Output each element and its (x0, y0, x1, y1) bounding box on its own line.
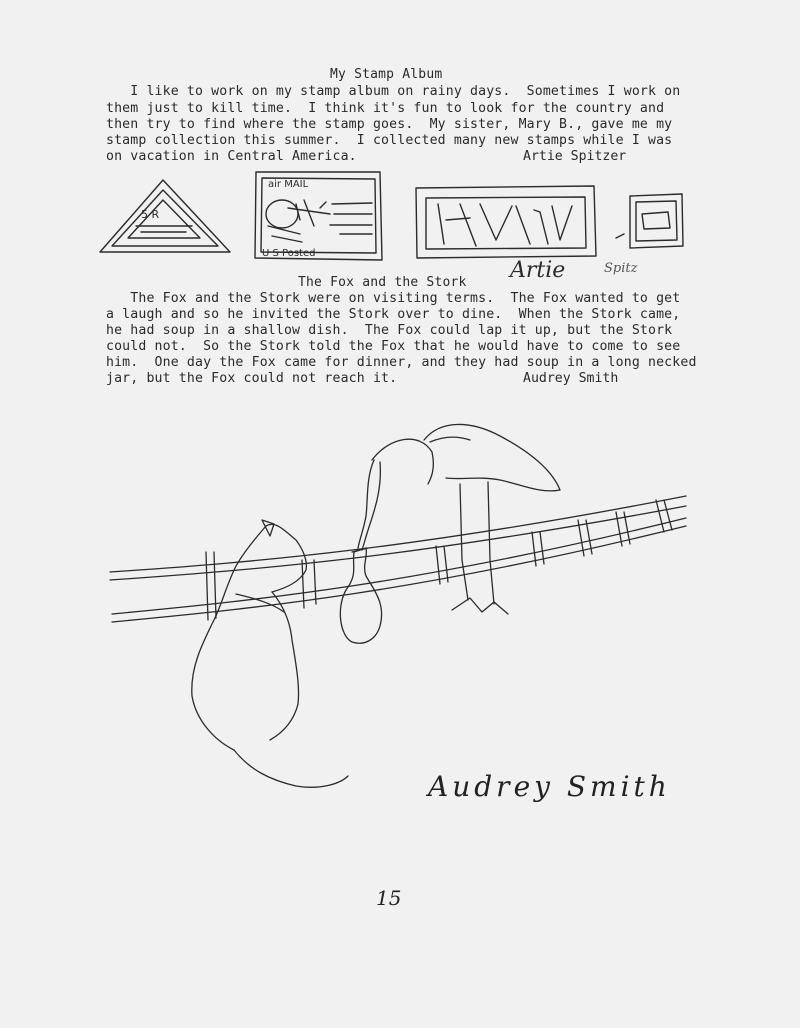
fox-story-line: The Fox and the Stork were on visiting terms. The Fox wanted to get (106, 291, 681, 306)
stork-drawing (358, 424, 560, 614)
fence-drawing (110, 496, 686, 622)
drawing-signature: Audrey Smith (428, 770, 671, 803)
stamp-story-line: stamp collection this summer. I collected many new stamps while I was (106, 133, 673, 148)
page-number: 15 (376, 886, 402, 910)
stamp-story-line: them just to kill time. I think it's fun to look for the country and (106, 101, 665, 116)
stamp-bottom-text: U S Posted (262, 248, 316, 259)
jar-drawing (340, 548, 381, 643)
stamp-story-title: My Stamp Album (330, 67, 443, 82)
fox-story-line: him. One day the Fox came for dinner, and they had soup in a long necked (106, 355, 697, 370)
stamp-story-line: on vacation in Central America. (106, 149, 357, 164)
fox-story-author: Audrey Smith (523, 371, 619, 386)
fox-drawing (192, 520, 348, 787)
fox-story-line: could not. So the Stork told the Fox that he would have to come to see (106, 339, 681, 354)
triangle-stamp-text: 5 R (141, 208, 160, 221)
fox-story-line: he had soup in a shallow dish. The Fox could lap it up, but the Stork (106, 323, 673, 338)
airmail-text: air MAIL (268, 179, 309, 190)
fox-story-line: a laugh and so he invited the Stork over to dine. When the Stork came, (106, 307, 681, 322)
stamp-story-author: Artie Spitzer (523, 149, 627, 164)
artie-signature-tail: Spitz (604, 261, 638, 276)
stamp-story-line: I like to work on my stamp album on rainy days. Sometimes I work on (106, 84, 681, 99)
artie-signature: Artie (510, 258, 566, 283)
fox-story-title: The Fox and the Stork (298, 275, 467, 290)
fox-story-line: jar, but the Fox could not reach it. (106, 371, 398, 386)
stamp-story-line: then try to find where the stamp goes. My sister, Mary B., gave me my (106, 117, 673, 132)
